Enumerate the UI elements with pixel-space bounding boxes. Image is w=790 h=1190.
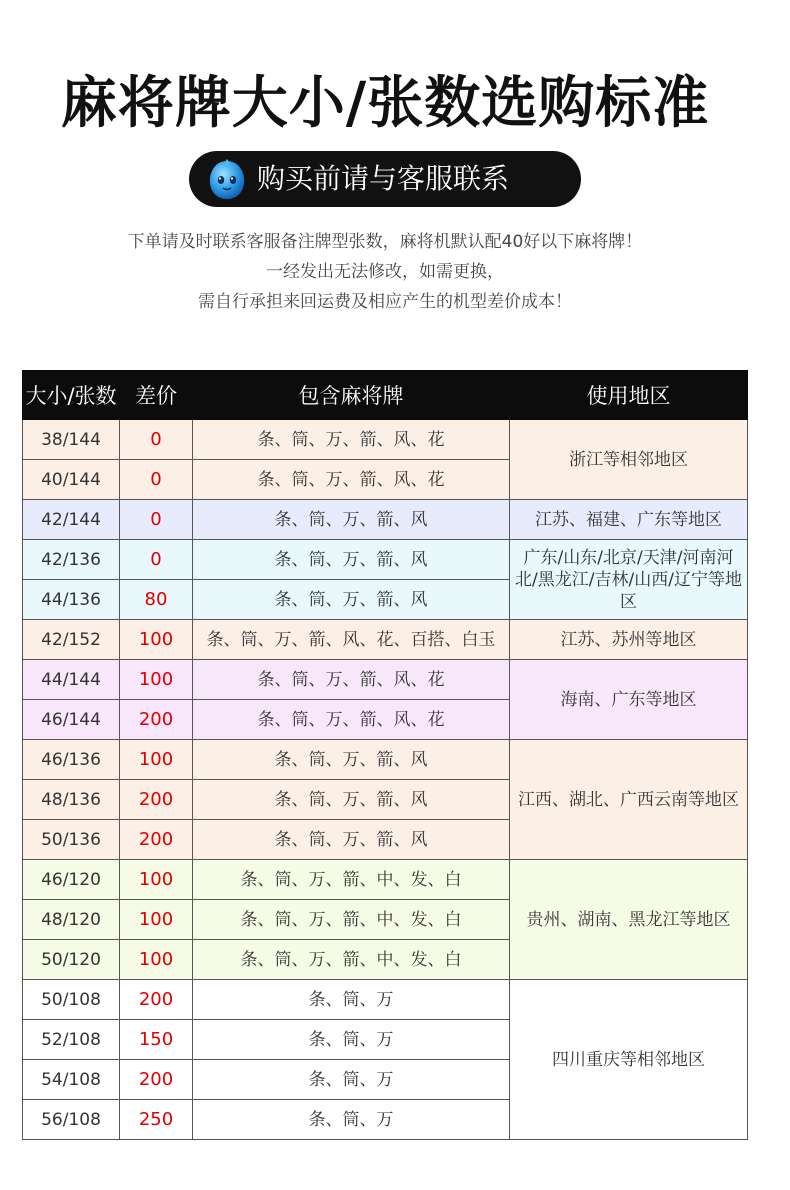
size-cell: 48/120 — [23, 900, 120, 940]
tiles-cell: 条、筒、万、箭、风 — [193, 740, 510, 780]
size-cell: 42/144 — [23, 500, 120, 540]
price-cell: 200 — [120, 1060, 193, 1100]
price-cell: 80 — [120, 580, 193, 620]
region-cell: 江苏、苏州等地区 — [510, 620, 748, 660]
size-cell: 50/120 — [23, 940, 120, 980]
price-cell: 0 — [120, 540, 193, 580]
size-cell: 44/144 — [23, 660, 120, 700]
tiles-cell: 条、筒、万、箭、风 — [193, 580, 510, 620]
tiles-cell: 条、筒、万、箭、风 — [193, 820, 510, 860]
region-cell: 广东/山东/北京/天津/河南河北/黑龙江/吉林/山西/辽宁等地区 — [510, 540, 748, 620]
price-cell: 250 — [120, 1100, 193, 1140]
region-cell: 江西、湖北、广西云南等地区 — [510, 740, 748, 860]
price-cell: 150 — [120, 1020, 193, 1060]
region-cell: 四川重庆等相邻地区 — [510, 980, 748, 1140]
tiles-cell: 条、筒、万、箭、风、花 — [193, 660, 510, 700]
table-row — [23, 660, 748, 700]
price-cell: 0 — [120, 420, 193, 460]
header-tiles: 包含麻将牌 — [193, 371, 510, 420]
size-cell: 44/136 — [23, 580, 120, 620]
table-row — [23, 740, 748, 780]
tiles-cell: 条、筒、万 — [193, 1060, 510, 1100]
table-row — [23, 540, 748, 580]
price-cell: 100 — [120, 860, 193, 900]
region-cell: 浙江等相邻地区 — [510, 420, 748, 500]
header-region: 使用地区 — [510, 371, 748, 420]
price-cell: 100 — [120, 900, 193, 940]
size-cell: 40/144 — [23, 460, 120, 500]
table-header-row — [23, 371, 748, 420]
contact-service-label: 购买前请与客服联系 — [257, 162, 510, 195]
tiles-cell: 条、筒、万、箭、中、发、白 — [193, 940, 510, 980]
table-row — [23, 980, 748, 1020]
table-body — [23, 420, 748, 1140]
tiles-cell: 条、筒、万、箭、风、花、百搭、白玉 — [193, 620, 510, 660]
size-cell: 48/136 — [23, 780, 120, 820]
price-cell: 0 — [120, 500, 193, 540]
contact-service-banner[interactable] — [189, 151, 581, 207]
tiles-cell: 条、筒、万、箭、风 — [193, 500, 510, 540]
region-cell: 贵州、湖南、黑龙江等地区 — [510, 860, 748, 980]
table-row — [23, 500, 748, 540]
qq-penguin-icon — [207, 159, 247, 201]
size-cell: 46/120 — [23, 860, 120, 900]
tiles-cell: 条、筒、万 — [193, 1100, 510, 1140]
size-cell: 42/136 — [23, 540, 120, 580]
note-line: 一经发出无法修改，如需更换， — [266, 262, 504, 282]
price-cell: 0 — [120, 460, 193, 500]
tiles-cell: 条、筒、万 — [193, 980, 510, 1020]
tile-spec-table — [22, 370, 748, 1140]
size-cell: 56/108 — [23, 1100, 120, 1140]
price-cell: 100 — [120, 620, 193, 660]
header-price: 差价 — [120, 371, 193, 420]
size-cell: 38/144 — [23, 420, 120, 460]
size-cell: 50/136 — [23, 820, 120, 860]
size-cell: 52/108 — [23, 1020, 120, 1060]
order-notes — [0, 227, 770, 317]
price-cell: 100 — [120, 740, 193, 780]
region-cell: 海南、广东等地区 — [510, 660, 748, 740]
size-cell: 42/152 — [23, 620, 120, 660]
price-cell: 200 — [120, 820, 193, 860]
table-row — [23, 860, 748, 900]
tiles-cell: 条、筒、万、箭、风、花 — [193, 700, 510, 740]
size-cell: 54/108 — [23, 1060, 120, 1100]
size-cell: 50/108 — [23, 980, 120, 1020]
page-title: 麻将牌大小/张数选购标准 — [60, 71, 710, 136]
tiles-cell: 条、筒、万 — [193, 1020, 510, 1060]
size-cell: 46/136 — [23, 740, 120, 780]
price-cell: 200 — [120, 780, 193, 820]
tiles-cell: 条、筒、万、箭、中、发、白 — [193, 900, 510, 940]
table-row — [23, 620, 748, 660]
price-cell: 200 — [120, 700, 193, 740]
tiles-cell: 条、筒、万、箭、风 — [193, 780, 510, 820]
tiles-cell: 条、筒、万、箭、风、花 — [193, 420, 510, 460]
header-size: 大小/张数 — [23, 371, 120, 420]
price-cell: 200 — [120, 980, 193, 1020]
tiles-cell: 条、筒、万、箭、中、发、白 — [193, 860, 510, 900]
size-cell: 46/144 — [23, 700, 120, 740]
tiles-cell: 条、筒、万、箭、风 — [193, 540, 510, 580]
note-line: 下单请及时联系客服备注牌型张数，麻将机默认配40好以下麻将牌！ — [127, 232, 643, 252]
tiles-cell: 条、筒、万、箭、风、花 — [193, 460, 510, 500]
price-cell: 100 — [120, 660, 193, 700]
region-cell: 江苏、福建、广东等地区 — [510, 500, 748, 540]
note-line: 需自行承担来回运费及相应产生的机型差价成本！ — [198, 292, 572, 312]
price-cell: 100 — [120, 940, 193, 980]
table-row — [23, 420, 748, 460]
